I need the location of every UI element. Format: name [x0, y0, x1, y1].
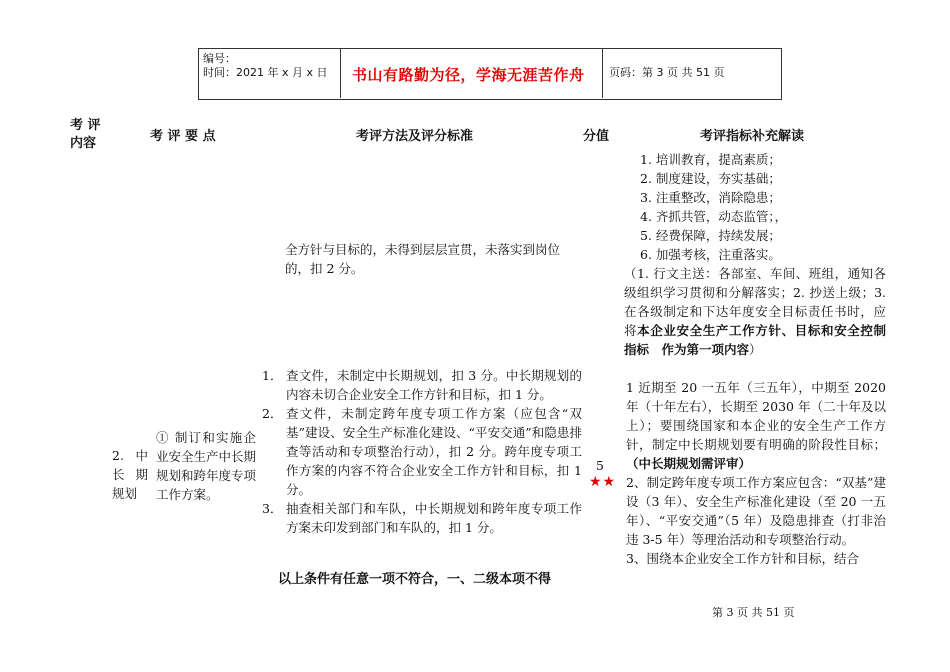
method-num: 3． — [262, 501, 283, 516]
list-item: 6. 加强考核，注重落实。 — [640, 247, 781, 262]
method-num: 2． — [262, 406, 283, 421]
top-method-text: 全方针与目标的，未得到层层宣贯，未落实到岗位的，扣 2 分。 — [285, 242, 561, 276]
top-explain-list — [640, 150, 890, 264]
star-rating-icon: ★★ — [589, 474, 617, 490]
list-item: 5. 经费保障，持续发展； — [640, 228, 781, 243]
note-end: ） — [749, 342, 762, 357]
page-label: 页码：第 3 页 共 51 页 — [609, 66, 725, 79]
note-bold-text: 本企业安全生产工作方针、目标和安全控制指标 作为第一项内容 — [624, 323, 886, 357]
method-bold-tail: 以上条件有任意一项不符合，一、二级本项不得 — [278, 572, 552, 587]
list-item: 3. 注重整改，消除隐患； — [640, 190, 781, 205]
method-list — [262, 366, 582, 537]
method-item — [262, 499, 582, 537]
list-item: 2. 制度建设，夯实基础； — [640, 171, 781, 186]
method-item — [262, 404, 582, 499]
col-header-score: 分值 — [583, 129, 610, 144]
method-text: 查文件，未制定中长期规划，扣 3 分。中长期规划的内容未切合企业安全工作方针和目标，扣 1 分。 — [286, 368, 582, 402]
page-footer: 第 3 页 共 51 页 — [712, 606, 795, 619]
method-text: 查文件，未制定跨年度专项工作方案（应包含“双基”建设、安全生产标准化建设、“平安交通”和隐患排查等活动和专项整治行动），扣 2 分。跨年度专项工作方案的内容不符合企业安全工作方针和目标，扣 1 分。 — [286, 406, 582, 497]
method-item — [262, 366, 582, 404]
row-category: 2. 中长期规划 — [112, 448, 148, 501]
date-label: 时间：2021 年 x 月 x 日 — [203, 66, 328, 79]
number-label: 编号： — [203, 52, 236, 65]
note-text: （1. 行文主送：各部室、车间、班组，通知各级组织学习贯彻和分解落实；2. 抄送上级；3. 在各级制定和下达年度安全目标责任书时，应将 — [624, 266, 886, 338]
col-header-key-points: 考 评 要 点 — [150, 129, 216, 144]
header-divider — [602, 48, 603, 98]
col-header-explain: 考评指标补充解读 — [700, 129, 805, 144]
list-item: 1. 培训教育，提高素质； — [640, 152, 781, 167]
method-num: 1． — [262, 368, 283, 383]
list-item: 4. 齐抓共管，动态监管；， — [640, 209, 788, 224]
col-header-content: 考 评 内容 — [70, 118, 101, 151]
col-header-method: 考评方法及评分标准 — [356, 129, 474, 144]
method-text: 抽查相关部门和车队，中长期规划和跨年度专项工作方案未印发到部门和车队的，扣 1 分。 — [286, 501, 582, 535]
row-explain — [626, 378, 886, 568]
explain-para — [626, 378, 886, 473]
explain-para: 2、制定跨年度专项工作方案应包含：“双基”建设（3 年）、安全生产标准化建设（至 20 一五年）、“平安交通”（5 年）及隐患排查（打非治违 3-5 年）等理治活动和专项整治行动。 — [626, 475, 886, 547]
top-explain-note — [624, 264, 886, 359]
score-value: 5 — [596, 458, 604, 473]
explain-text: 1 近期至 20 一五年（三五年），中期至 2020 年（十年左右），长期至 2030 年（二十年及以上）；要围绕国家和本企业的安全生产工作方针，制定中长期规划要有明确的阶段性目标； — [626, 380, 886, 452]
motto: 书山有路勤为径，学海无涯苦作舟 — [352, 66, 585, 84]
header-divider — [340, 48, 341, 98]
explain-bold: （中长期规划需评审） — [626, 456, 752, 471]
explain-para: 3、围绕本企业安全工作方针和目标，结合 — [626, 551, 859, 566]
row-key-point: ① 制订和实施企业安全生产中长期规划和跨年度专项工作方案。 — [156, 430, 257, 502]
